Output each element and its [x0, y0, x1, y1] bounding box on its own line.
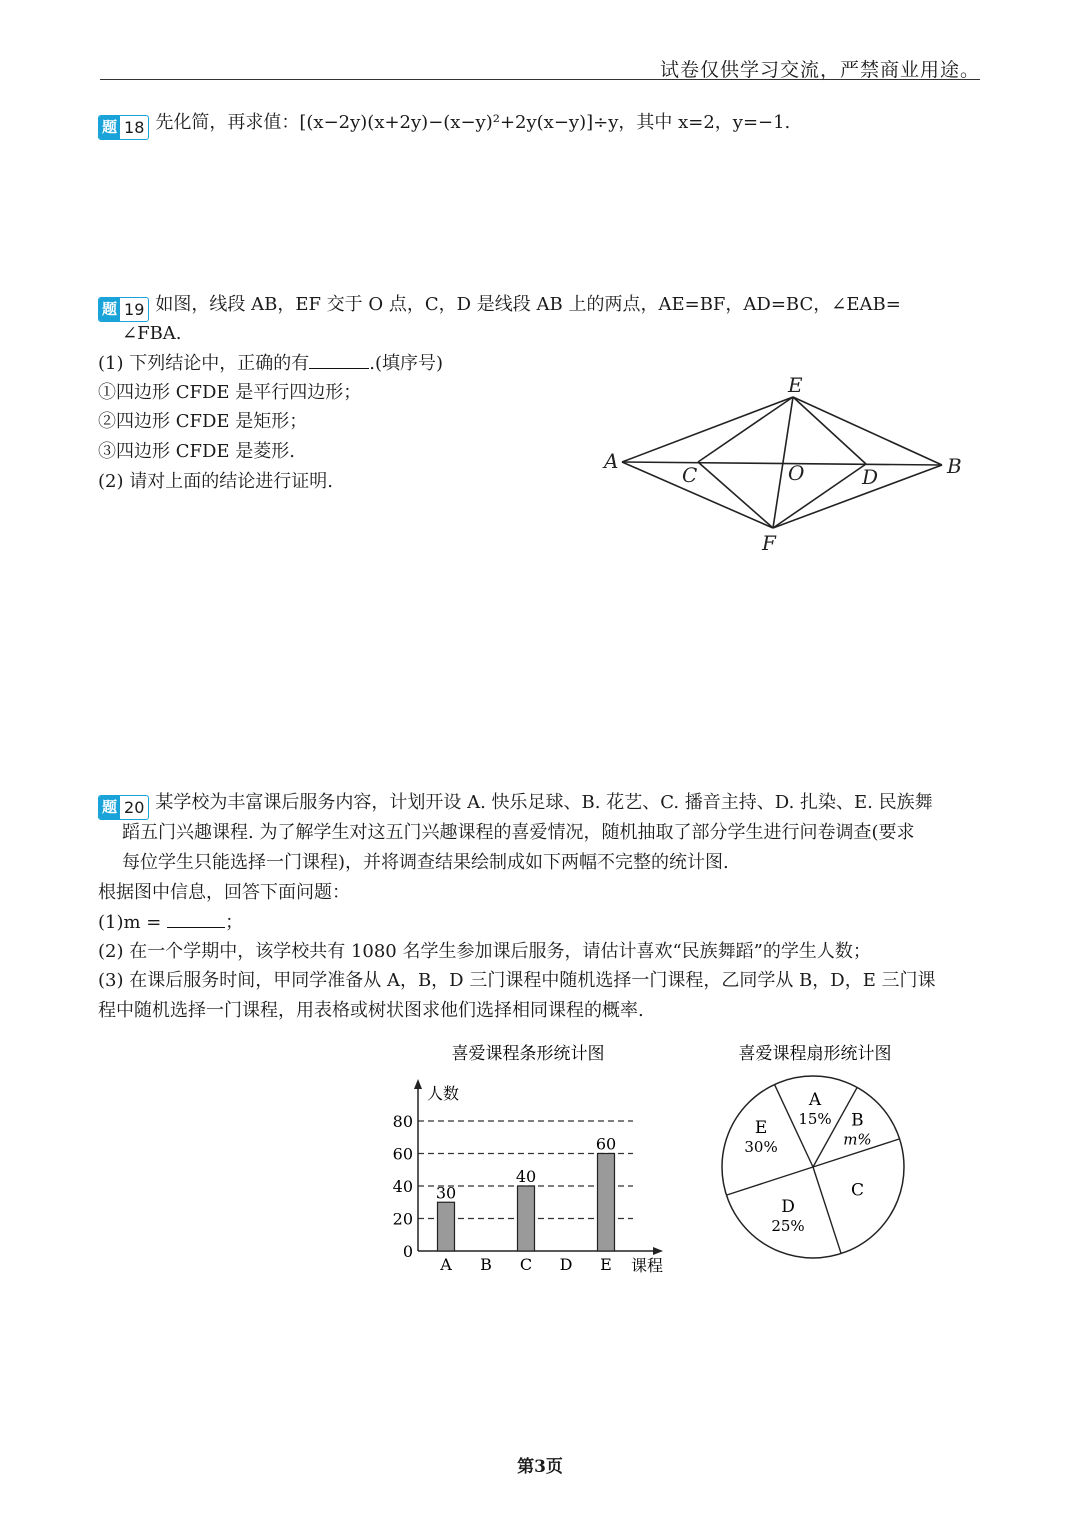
bar-data-label: 30 — [435, 1183, 457, 1203]
point-label-a: A — [604, 449, 619, 473]
bar-chart-x-label: 课程 — [631, 1256, 664, 1275]
pie-slice-boundary — [726, 1167, 813, 1195]
segment-cf — [698, 462, 773, 528]
y-tick-label: 80 — [392, 1112, 413, 1131]
answer-blank-20[interactable] — [167, 927, 225, 928]
q19-option-1: ①四边形 CFDE 是平行四边形； — [98, 382, 362, 403]
question-18 — [98, 108, 790, 140]
q19-line1: 如图，线段 AB，EF 交于 O 点，C，D 是线段 AB 上的两点，AE=BF，AD=BC，∠EAB= — [155, 294, 901, 315]
x-tick-label: A — [440, 1255, 452, 1274]
q20-sub3-line1: (3) 在课后服务时间，甲同学准备从 A，B，D 三门课程中随机选择一门课程，乙同学从 B，D，E 三门课 — [98, 970, 936, 991]
bar — [518, 1186, 535, 1251]
point-label-f: F — [762, 531, 776, 555]
q19-sub2: (2) 请对上面的结论进行证明. — [98, 471, 333, 492]
answer-blank-19[interactable] — [309, 368, 369, 369]
segment-ce — [698, 397, 793, 462]
pie-slice-label: E — [754, 1118, 768, 1138]
y-tick-label: 20 — [392, 1209, 413, 1229]
bar-chart — [385, 1035, 685, 1285]
pie-slice-label: B — [851, 1110, 864, 1131]
q18-text: 先化简，再求值：[(x−2y)(x+2y)−(x−y)²+2y(x−y)]÷y，其中 x=2，y=−1. — [155, 112, 791, 133]
pie-chart — [710, 1035, 920, 1275]
page-number: 第3页 — [517, 1457, 563, 1477]
pie-slice-label: C — [851, 1180, 865, 1201]
point-label-e: E — [788, 373, 803, 397]
pie-slice-boundary — [813, 1167, 841, 1254]
pie-slice-percent: m% — [843, 1130, 872, 1149]
bar — [598, 1154, 615, 1252]
segment-de — [793, 397, 866, 464]
y-tick-label: 40 — [392, 1177, 413, 1196]
y-tick-label: 60 — [392, 1144, 413, 1164]
pie-chart-labels — [744, 1090, 871, 1235]
bar-chart-x-ticks — [439, 1255, 612, 1274]
x-axis-arrow-icon — [653, 1247, 663, 1255]
point-label-d: D — [862, 465, 879, 489]
bar-chart-y-label: 人数 — [427, 1084, 460, 1103]
bar-chart-y-ticks — [393, 1112, 413, 1261]
question-20-line1 — [98, 788, 933, 820]
bar-chart-title: 喜爱课程条形统计图 — [451, 1044, 605, 1064]
q20-line2: 蹈五门兴趣课程. 为了解学生对这五门兴趣课程的喜爱情况，随机抽取了部分学生进行问卷调查(要求 — [122, 822, 915, 843]
q19-geometry-figure — [590, 370, 980, 560]
bar-data-label: 40 — [515, 1167, 537, 1186]
question-19-line1 — [98, 290, 901, 322]
q20-line4: 根据图中信息，回答下面问题： — [98, 882, 350, 903]
question-badge-18: 题 18 — [98, 115, 149, 140]
q19-option-2: ②四边形 CFDE 是矩形； — [98, 411, 308, 432]
pie-chart-title: 喜爱课程扇形统计图 — [738, 1044, 892, 1064]
question-badge-19: 题 19 — [98, 297, 149, 322]
point-label-c: C — [682, 463, 698, 487]
header-rule — [100, 79, 980, 80]
x-tick-label: E — [600, 1255, 612, 1274]
y-axis-arrow-icon — [414, 1079, 422, 1089]
q20-sub2: (2) 在一个学期中，该学校共有 1080 名学生参加课后服务，请估计喜欢“民族舞蹈”的学生人数； — [98, 941, 871, 962]
x-tick-label: D — [559, 1255, 573, 1274]
x-tick-label: B — [480, 1255, 492, 1274]
q20-line3: 每位学生只能选择一门课程)，并将调查结果绘制成如下两幅不完整的统计图. — [122, 852, 729, 873]
q19-option-3: ③四边形 CFDE 是菱形. — [98, 441, 295, 462]
y-tick-label: 0 — [402, 1242, 413, 1261]
pie-slice-percent: 30% — [744, 1138, 778, 1156]
point-label-b: B — [947, 454, 962, 478]
pie-slice-label: D — [781, 1197, 795, 1218]
x-tick-label: C — [519, 1255, 533, 1274]
q19-sub1: (1) 下列结论中，正确的有 .(填序号) — [98, 353, 443, 374]
bar-data-label: 60 — [595, 1134, 617, 1154]
segment-af — [622, 462, 773, 528]
q20-line1: 某学校为丰富课后服务内容，计划开设 A. 快乐足球、B. 花艺、C. 播音主持、D. 扎染、E. 民族舞 — [155, 792, 933, 813]
segment-be — [793, 397, 942, 465]
segment-df — [773, 464, 866, 528]
header-note: 试卷仅供学习交流，严禁商业用途。 — [659, 59, 980, 81]
point-label-o: O — [788, 461, 805, 485]
q19-line2: ∠FBA. — [122, 323, 182, 344]
pie-slice-label: A — [808, 1090, 822, 1111]
q20-sub3-line2: 程中随机选择一门课程，用表格或树状图求他们选择相同课程的概率. — [98, 1000, 644, 1021]
pie-slice-percent: 15% — [798, 1110, 832, 1129]
q20-sub1: (1)m = ； — [98, 912, 244, 933]
pie-slice-percent: 25% — [771, 1217, 805, 1236]
bar-chart-bars — [436, 1135, 616, 1252]
question-badge-20: 题 20 — [98, 795, 149, 820]
bar — [438, 1202, 455, 1251]
segment-ae — [622, 397, 793, 462]
